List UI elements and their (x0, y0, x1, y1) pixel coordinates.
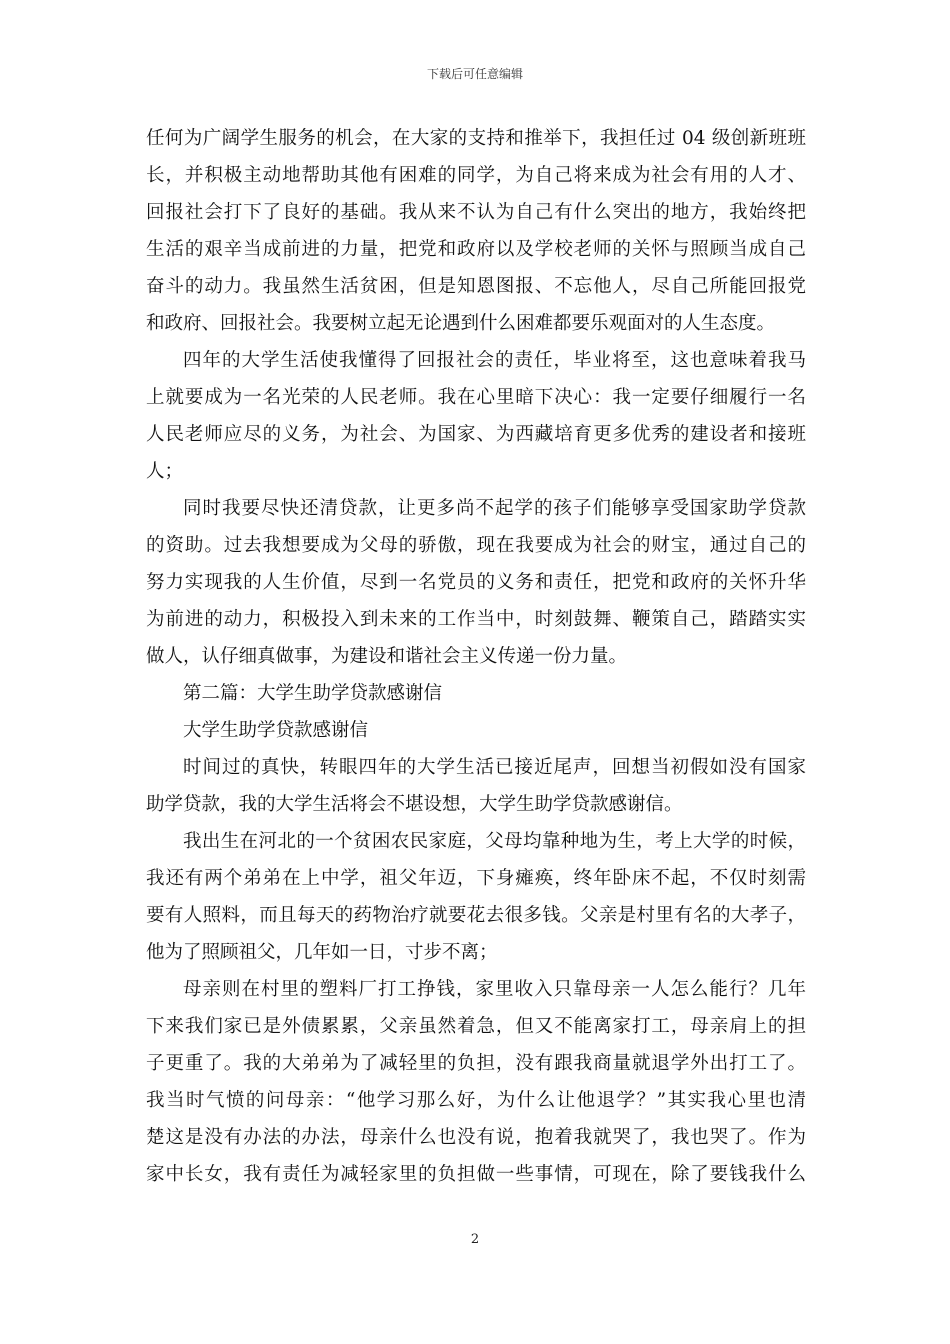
paragraph-first-line: 时间过的真快，转眼四年的大学生活已接近尾声，回想当初假如没有国家 (183, 757, 806, 778)
paragraph-first-line: 母亲则在村里的塑料厂打工挣钱，家里收入只靠母亲一人怎么能行？几年 (183, 979, 806, 1000)
text-line: 助学贷款，我的大学生活将会不堪设想，大学生助学贷款感谢信。 (146, 794, 683, 815)
text-line: 楚这是没有办法的办法，母亲什么也没有说，抱着我就哭了，我也哭了。作为 (146, 1127, 806, 1148)
text-line: 人； (146, 461, 184, 482)
page-number: 2 (470, 1232, 480, 1247)
text-line: 子更重了。我的大弟弟为了减轻里的负担，没有跟我商量就退学外出打工了。 (146, 1053, 806, 1074)
text-line: 生活的艰辛当成前进的力量，把党和政府以及学校老师的关怀与照顾当成自己 (146, 239, 806, 260)
text-line: 长，并积极主动地帮助其他有困难的同学，为自己将来成为社会有用的人才、 (146, 165, 806, 186)
text-line: 家中长女，我有责任为减轻家里的负担做一些事情，可现在，除了要钱我什么 (146, 1164, 806, 1185)
text-line: 回报社会打下了良好的基础。我从来不认为自己有什么突出的地方，我始终把 (146, 202, 806, 223)
text-line: 他为了照顾祖父，几年如一日，寸步不离； (146, 942, 498, 963)
text-line: 的资助。过去我想要成为父母的骄傲，现在我要成为社会的财宝，通过自己的 (146, 535, 806, 556)
text-line: 人民老师应尽的义务，为社会、为国家、为西藏培育更多优秀的建设者和接班 (146, 424, 806, 445)
text-line: 我还有两个弟弟在上中学，祖父年迈，下身瘫痪，终年卧床不起，不仅时刻需 (146, 868, 806, 889)
document-body (146, 120, 806, 1193)
text-line: 下来我们家已是外债累累，父亲虽然着急，但又不能离家打工，母亲肩上的担 (146, 1016, 806, 1037)
text-line: 要有人照料，而且每天的药物治疗就要花去很多钱。父亲是村里有名的大孝子， (146, 905, 806, 926)
text-line: 做人，认仔细真做事，为建设和谐社会主义传递一份力量。 (146, 646, 628, 667)
section-heading: 第二篇：大学生助学贷款感谢信 (183, 683, 443, 704)
text-line: 努力实现我的人生价值，尽到一名党员的义务和责任，把党和政府的关怀升华 (146, 572, 806, 593)
text-line: 任何为广阔学生服务的机会，在大家的支持和推举下，我担任过 04 级创新班班 (146, 128, 806, 149)
text-line: 上就要成为一名光荣的人民老师。我在心里暗下决心：我一定要仔细履行一名 (146, 387, 806, 408)
paragraph-first-line: 我出生在河北的一个贫困农民家庭，父母均靠种地为生，考上大学的时候， (183, 831, 806, 852)
letter-title: 大学生助学贷款感谢信 (183, 720, 369, 741)
paragraph-first-line: 四年的大学生活使我懂得了回报社会的责任，毕业将至，这也意味着我马 (183, 350, 806, 371)
text-line: 和政府、回报社会。我要树立起无论遇到什么困难都要乐观面对的人生态度。 (146, 313, 776, 334)
text-line: 为前进的动力，积极投入到未来的工作当中，时刻鼓舞、鞭策自己，踏踏实实 (146, 609, 806, 630)
paragraph-first-line: 同时我要尽快还清贷款，让更多尚不起学的孩子们能够享受国家助学贷款 (183, 498, 806, 519)
text-line: 奋斗的动力。我虽然生活贫困，但是知恩图报、不忘他人，尽自己所能回报党 (146, 276, 806, 297)
text-line: 我当时气愤的问母亲：“他学习那么好，为什么让他退学？”其实我心里也清 (146, 1090, 806, 1111)
page-header: 下载后可任意编辑 (426, 67, 523, 81)
